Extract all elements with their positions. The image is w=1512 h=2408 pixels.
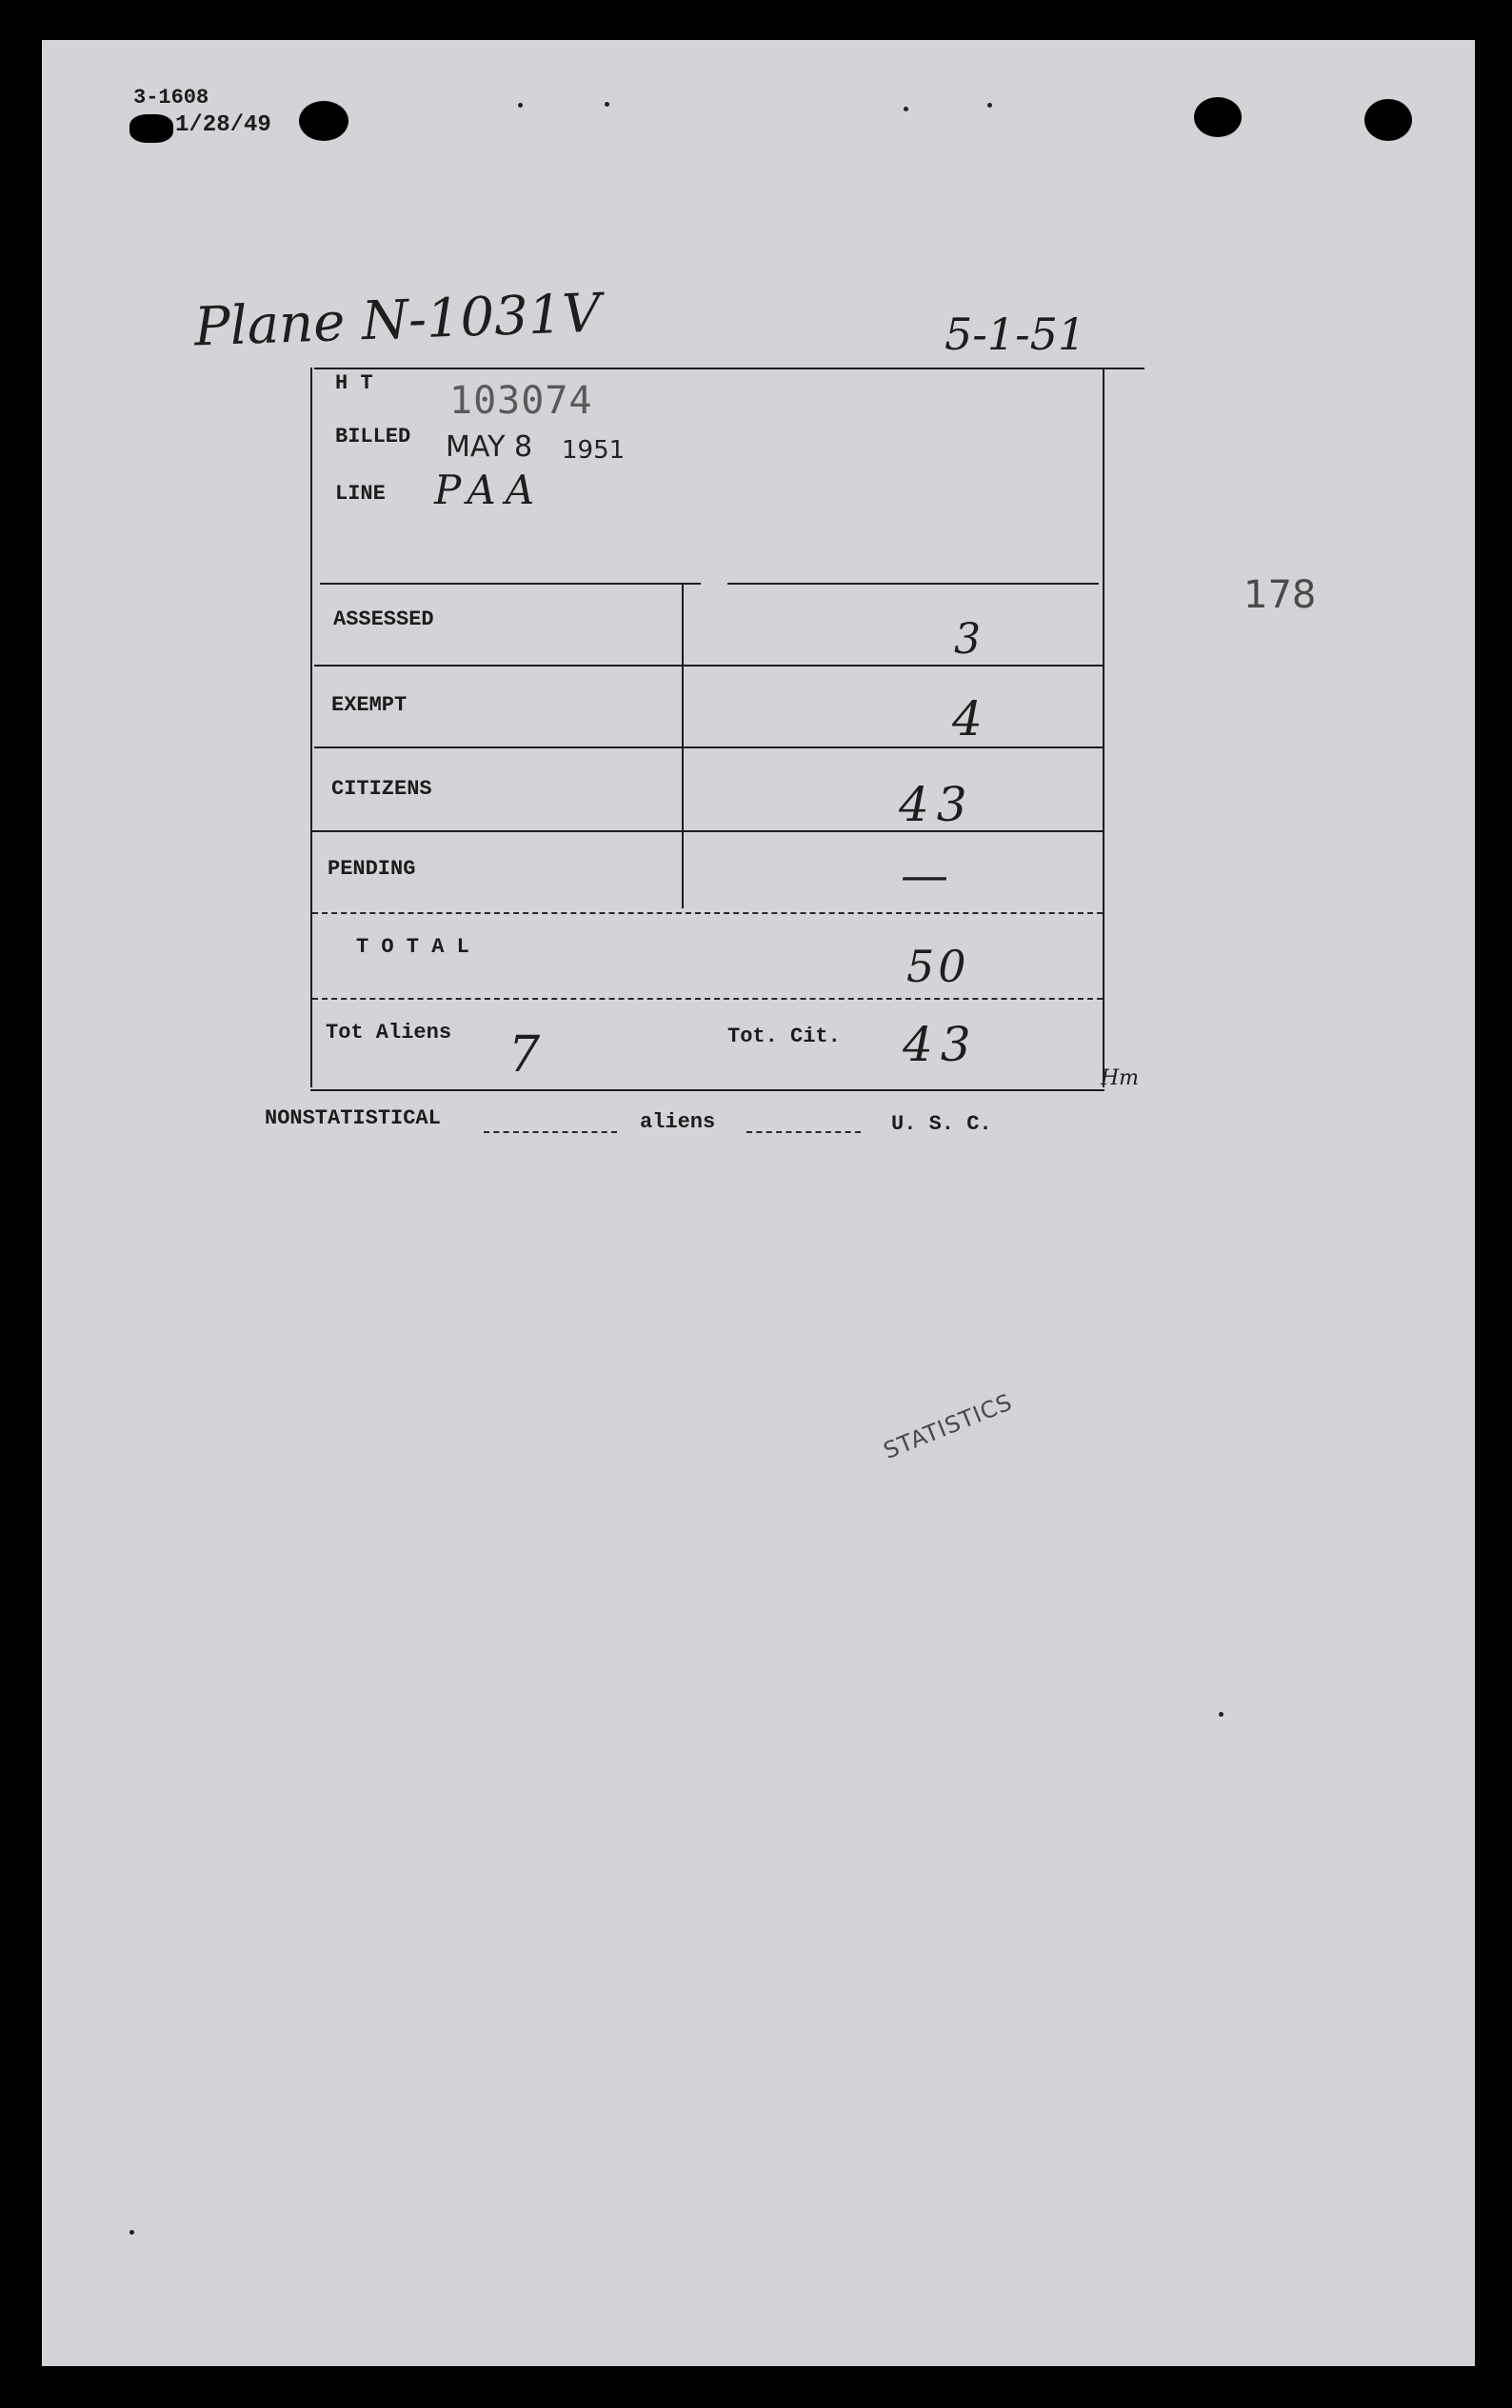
speck bbox=[904, 107, 908, 111]
row-rule bbox=[312, 912, 1103, 914]
nonstat-usc-blank bbox=[746, 1131, 861, 1133]
nonstat-usc-label: U. S. C. bbox=[891, 1112, 992, 1136]
box-top-border bbox=[314, 368, 1144, 369]
billed-year: 1951 bbox=[562, 436, 626, 465]
punch-hole-right bbox=[1364, 99, 1412, 141]
table-top-rule-right bbox=[727, 583, 1099, 585]
billed-label: BILLED bbox=[335, 425, 411, 448]
pending-label: PENDING bbox=[328, 857, 416, 881]
speck bbox=[605, 102, 609, 107]
redaction-blot bbox=[129, 114, 173, 143]
tot-cit-value: 43 bbox=[903, 1017, 979, 1072]
document-page bbox=[42, 40, 1475, 2366]
assessed-label: ASSESSED bbox=[333, 607, 434, 631]
plane-label: Plane N-1031V bbox=[192, 282, 602, 359]
tot-aliens-label: Tot Aliens bbox=[326, 1021, 452, 1045]
initials: Hm bbox=[1101, 1066, 1140, 1090]
pending-value: — bbox=[901, 847, 948, 903]
exempt-label: EXEMPT bbox=[331, 693, 408, 717]
row-rule bbox=[314, 746, 1103, 748]
citizens-value: 43 bbox=[899, 777, 975, 832]
total-value: 50 bbox=[906, 941, 970, 992]
speck bbox=[987, 103, 992, 108]
row-rule bbox=[312, 830, 1103, 832]
tot-cit-label: Tot. Cit. bbox=[727, 1025, 841, 1048]
line-value: PAA bbox=[434, 467, 545, 513]
box-left-border bbox=[310, 368, 312, 1087]
ht-value: 103074 bbox=[449, 379, 593, 423]
box-bottom-border bbox=[310, 1089, 1104, 1091]
box-right-border bbox=[1103, 368, 1104, 1087]
row-rule bbox=[312, 998, 1103, 1000]
speck bbox=[1219, 1712, 1224, 1717]
exempt-value: 4 bbox=[952, 691, 983, 746]
statistics-stamp: STATISTICS bbox=[880, 1388, 1017, 1464]
total-label: T O T A L bbox=[356, 935, 469, 959]
line-label: LINE bbox=[335, 482, 386, 506]
speck bbox=[518, 103, 523, 108]
form-number: 3-1608 bbox=[133, 86, 209, 109]
punch-hole-mid bbox=[1194, 97, 1242, 137]
form-revision: 1/28/49 bbox=[175, 112, 271, 138]
page-number: 178 bbox=[1243, 573, 1317, 617]
punch-hole-left bbox=[299, 101, 348, 141]
plane-date: 5-1-51 bbox=[945, 308, 1086, 360]
citizens-label: CITIZENS bbox=[331, 777, 432, 801]
nonstat-aliens-blank bbox=[484, 1131, 617, 1133]
ht-label: H T bbox=[335, 371, 373, 395]
tot-aliens-value: 7 bbox=[508, 1026, 541, 1084]
nonstatistical-label: NONSTATISTICAL bbox=[265, 1106, 441, 1130]
nonstat-aliens-label: aliens bbox=[640, 1110, 716, 1134]
speck bbox=[129, 2230, 134, 2235]
assessed-value: 3 bbox=[954, 615, 981, 664]
billed-value: MAY 8 bbox=[446, 430, 533, 464]
table-top-rule-left bbox=[320, 583, 701, 585]
row-rule bbox=[314, 665, 1103, 667]
